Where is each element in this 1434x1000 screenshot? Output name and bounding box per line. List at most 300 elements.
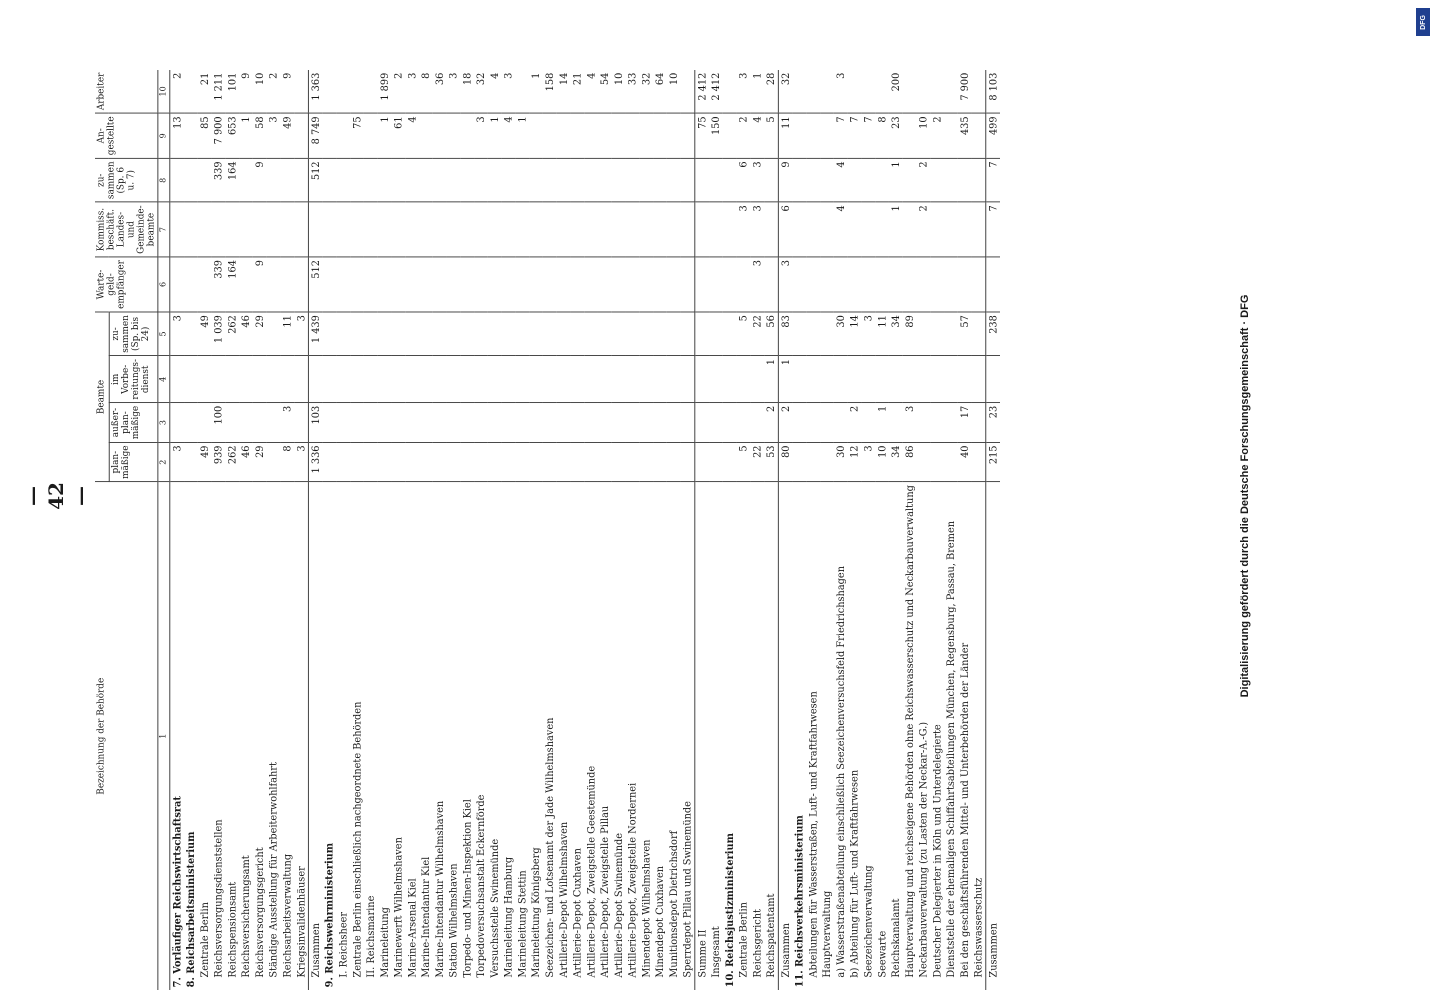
cell-c9: 1 <box>488 113 502 158</box>
cell-c3 <box>170 403 184 443</box>
table-body <box>170 70 1000 990</box>
cell-c9 <box>681 113 695 158</box>
cell-c10: 4 <box>584 70 598 113</box>
cell-c6 <box>378 257 392 312</box>
cell-c5 <box>378 312 392 356</box>
cell-c4 <box>584 356 598 403</box>
cell-c10: 8 103 <box>986 70 1000 113</box>
cell-c7 <box>308 202 322 257</box>
cell-c10: 2 <box>267 70 281 113</box>
cell-c2: 3 <box>861 442 875 482</box>
cell-c7: 7 <box>986 202 1000 257</box>
cell-c8: 7 <box>986 158 1000 202</box>
cell-c5: 56 <box>764 312 778 356</box>
cell-c8 <box>474 158 488 202</box>
table-row <box>626 70 640 990</box>
cell-c7: 3 <box>737 202 751 257</box>
cell-c3 <box>405 403 419 443</box>
cell-c8: 3 <box>750 158 764 202</box>
cell-c5 <box>612 312 626 356</box>
cell-c8 <box>793 158 807 202</box>
cell-c5 <box>695 312 709 356</box>
authority-name: Reichsversorgungsdienststellen <box>212 819 225 978</box>
cell-c5 <box>626 312 640 356</box>
cell-c5: 1 039 <box>212 312 226 356</box>
cell-c10: 3 <box>737 70 751 113</box>
cell-c8 <box>972 158 986 202</box>
cell-c2 <box>488 442 502 482</box>
cell-c3 <box>598 403 612 443</box>
authority-name: 7. Vorläufiger Reichswirtschaftsrat <box>171 796 184 988</box>
cell-c2 <box>806 442 820 482</box>
cell-c6 <box>557 257 571 312</box>
cell-c4 <box>861 356 875 403</box>
cell-c4 <box>681 356 695 403</box>
authority-name: Bei den geschäftsführenden Mittel- und Unterbehörden der Länder <box>958 642 971 978</box>
table-row <box>433 70 447 990</box>
cell-c6 <box>198 257 212 312</box>
cell-c9 <box>903 113 917 158</box>
cell-c10: 1 <box>750 70 764 113</box>
cell-c10: 101 <box>225 70 239 113</box>
authority-name: Torpedo- und Minen-Inspektion Kiel <box>461 799 474 978</box>
cell-c3 <box>695 403 709 443</box>
table-row <box>667 70 681 990</box>
cell-c3 <box>750 403 764 443</box>
authority-name: Marinewerft Wilhelmshaven <box>392 837 405 978</box>
cell-c5 <box>681 312 695 356</box>
cell-c9: 61 <box>391 113 405 158</box>
cell-c8 <box>515 158 529 202</box>
cell-c4 <box>695 356 709 403</box>
authority-name: Zentrale Berlin <box>198 902 211 978</box>
cell-c4 <box>806 356 820 403</box>
cell-c5: 29 <box>253 312 267 356</box>
cell-c8 <box>323 158 337 202</box>
authority-name: Hauptverwaltung und reichseigene Behörden ohne Reichswasserschutz und Neckarbauverwaltung <box>903 485 916 978</box>
cell-c7 <box>198 202 212 257</box>
cell-c2 <box>323 442 337 482</box>
cell-c8 <box>447 158 461 202</box>
cell-c7 <box>903 202 917 257</box>
cell-c2 <box>350 442 364 482</box>
cell-c2: 1 336 <box>308 442 322 482</box>
table-row <box>515 70 529 990</box>
cell-c4 <box>709 356 723 403</box>
table-row <box>502 70 516 990</box>
cell-c2: 30 <box>834 442 848 482</box>
cell-c3 <box>364 403 378 443</box>
cell-c2 <box>793 442 807 482</box>
cell-c6 <box>667 257 681 312</box>
cell-c10: 21 <box>570 70 584 113</box>
cell-c10 <box>972 70 986 113</box>
table-row <box>695 70 709 990</box>
cell-c10: 36 <box>433 70 447 113</box>
cell-c2 <box>460 442 474 482</box>
cell-c10: 2 412 <box>709 70 723 113</box>
cell-c10: 10 <box>612 70 626 113</box>
cell-c9: 1 <box>378 113 392 158</box>
cell-c9: 75 <box>350 113 364 158</box>
cell-c7 <box>405 202 419 257</box>
cell-c10 <box>184 70 198 113</box>
cell-c5 <box>667 312 681 356</box>
cell-c10: 3 <box>405 70 419 113</box>
authority-name: 11. Reichsverkehrsministerium <box>793 815 806 988</box>
cell-c9 <box>557 113 571 158</box>
cell-c5 <box>419 312 433 356</box>
cell-c7 <box>515 202 529 257</box>
authority-name: Reichspensionsamt <box>226 881 239 978</box>
cell-c7: 3 <box>750 202 764 257</box>
cell-c9: 13 <box>170 113 184 158</box>
cell-c6 <box>280 257 294 312</box>
cell-c3 <box>806 403 820 443</box>
cell-c9: 1 <box>239 113 253 158</box>
column-number-row <box>158 70 170 990</box>
cell-c8: 6 <box>737 158 751 202</box>
cell-c9: 7 900 <box>212 113 226 158</box>
column-number: 10 <box>158 70 170 113</box>
cell-c5 <box>916 312 930 356</box>
cell-c6 <box>916 257 930 312</box>
cell-c3: 3 <box>903 403 917 443</box>
cell-c6 <box>903 257 917 312</box>
cell-c10: 14 <box>557 70 571 113</box>
authority-name: Summe II <box>695 482 709 990</box>
cell-c3 <box>378 403 392 443</box>
authority-name: Reichskanalamt <box>889 898 902 978</box>
table-row <box>764 70 778 990</box>
cell-c10 <box>861 70 875 113</box>
cell-c8: 1 <box>889 158 903 202</box>
cell-c7 <box>350 202 364 257</box>
cell-c5 <box>488 312 502 356</box>
cell-c8 <box>612 158 626 202</box>
cell-c3 <box>294 403 308 443</box>
cell-c7 <box>681 202 695 257</box>
cell-c6 <box>793 257 807 312</box>
cell-c4: 1 <box>778 356 792 403</box>
cell-c8 <box>502 158 516 202</box>
cell-c7 <box>764 202 778 257</box>
cell-c6 <box>515 257 529 312</box>
cell-c3 <box>460 403 474 443</box>
cell-c3 <box>488 403 502 443</box>
cell-c3 <box>889 403 903 443</box>
cell-c2 <box>433 442 447 482</box>
cell-c8 <box>584 158 598 202</box>
cell-c7 <box>267 202 281 257</box>
cell-c4 <box>972 356 986 403</box>
cell-c7 <box>875 202 889 257</box>
digitization-credit: Digitalisierung gefördert durch die Deutsche Forschungsgemeinschaft · DFG <box>1239 294 1251 698</box>
cell-c2: 3 <box>170 442 184 482</box>
cell-c7 <box>584 202 598 257</box>
table-row <box>903 70 917 990</box>
header-col5: zu-sammen (Sp. bis 24) <box>109 312 158 356</box>
table-row <box>612 70 626 990</box>
cell-c3 <box>584 403 598 443</box>
cell-c2 <box>584 442 598 482</box>
cell-c5 <box>639 312 653 356</box>
cell-c10 <box>364 70 378 113</box>
cell-c4 <box>958 356 972 403</box>
authority-name: I. Reichsheer <box>337 911 350 978</box>
table-row <box>323 70 337 990</box>
cell-c10 <box>930 70 944 113</box>
cell-c4 <box>433 356 447 403</box>
cell-c8 <box>557 158 571 202</box>
cell-c7 <box>639 202 653 257</box>
cell-c9 <box>543 113 557 158</box>
authority-name: Seezeichenverwaltung <box>862 865 875 978</box>
cell-c2: 29 <box>253 442 267 482</box>
cell-c2: 10 <box>875 442 889 482</box>
header-col3: außer-plan-mäßige <box>109 403 158 443</box>
cell-c5: 83 <box>778 312 792 356</box>
cell-c7 <box>598 202 612 257</box>
authority-name: Kriegsinvalidenhäuser <box>295 866 308 978</box>
cell-c6 <box>364 257 378 312</box>
cell-c7 <box>529 202 543 257</box>
cell-c7 <box>861 202 875 257</box>
cell-c7 <box>543 202 557 257</box>
cell-c7 <box>944 202 958 257</box>
cell-c8 <box>405 158 419 202</box>
cell-c4 <box>653 356 667 403</box>
table-row <box>681 70 695 990</box>
cell-c9 <box>626 113 640 158</box>
authority-name: Seewarte <box>876 930 889 978</box>
cell-c4 <box>723 356 737 403</box>
cell-c8 <box>944 158 958 202</box>
cell-c8 <box>543 158 557 202</box>
cell-c4 <box>612 356 626 403</box>
cell-c2: 53 <box>764 442 778 482</box>
cell-c5 <box>184 312 198 356</box>
cell-c3: 103 <box>308 403 322 443</box>
authority-name: Reichsversorgungsgericht <box>253 847 266 978</box>
cell-c7: 1 <box>889 202 903 257</box>
table-row <box>861 70 875 990</box>
cell-c5: 5 <box>737 312 751 356</box>
cell-c4 <box>364 356 378 403</box>
cell-c4 <box>267 356 281 403</box>
cell-c10: 9 <box>239 70 253 113</box>
cell-c3 <box>239 403 253 443</box>
table-row <box>294 70 308 990</box>
authority-name: Torpedoversuchsanstalt Eckernförde <box>474 794 487 978</box>
table-row <box>543 70 557 990</box>
cell-c6 <box>170 257 184 312</box>
cell-c2 <box>653 442 667 482</box>
cell-c6 <box>861 257 875 312</box>
cell-c5: 11 <box>280 312 294 356</box>
column-number: 9 <box>158 113 170 158</box>
cell-c8 <box>848 158 862 202</box>
cell-c3 <box>653 403 667 443</box>
cell-c8 <box>391 158 405 202</box>
cell-c3 <box>502 403 516 443</box>
cell-c7 <box>502 202 516 257</box>
cell-c3 <box>253 403 267 443</box>
cell-c9 <box>323 113 337 158</box>
authority-name: Abteilungen für Wasserstraßen, Luft- und Kraftfahrwesen <box>807 691 820 978</box>
cell-c2 <box>474 442 488 482</box>
cell-c10: 64 <box>653 70 667 113</box>
cell-c7 <box>820 202 834 257</box>
cell-c4 <box>212 356 226 403</box>
cell-c9: 8 <box>875 113 889 158</box>
cell-c7 <box>419 202 433 257</box>
cell-c7 <box>225 202 239 257</box>
column-number: 3 <box>158 403 170 443</box>
cell-c3: 17 <box>958 403 972 443</box>
cell-c3: 23 <box>986 403 1000 443</box>
cell-c9: 5 <box>764 113 778 158</box>
cell-c9 <box>723 113 737 158</box>
cell-c8 <box>653 158 667 202</box>
cell-c9: 4 <box>502 113 516 158</box>
column-number: 2 <box>158 442 170 482</box>
cell-c3 <box>447 403 461 443</box>
cell-c3 <box>723 403 737 443</box>
cell-c6 <box>653 257 667 312</box>
cell-c4 <box>667 356 681 403</box>
cell-c8 <box>709 158 723 202</box>
cell-c5 <box>323 312 337 356</box>
cell-c8 <box>695 158 709 202</box>
table-row <box>170 70 184 990</box>
cell-c9 <box>570 113 584 158</box>
cell-c4 <box>308 356 322 403</box>
authority-name: 9. Reichswehrministerium <box>323 842 336 988</box>
cell-c4 <box>225 356 239 403</box>
cell-c7 <box>433 202 447 257</box>
column-number: 5 <box>158 312 170 356</box>
cell-c10 <box>336 70 350 113</box>
cell-c8 <box>488 158 502 202</box>
cell-c5: 49 <box>198 312 212 356</box>
cell-c9: 7 <box>861 113 875 158</box>
cell-c2 <box>447 442 461 482</box>
cell-c5: 238 <box>986 312 1000 356</box>
cell-c8 <box>861 158 875 202</box>
cell-c7 <box>667 202 681 257</box>
cell-c2 <box>267 442 281 482</box>
cell-c10: 3 <box>834 70 848 113</box>
cell-c3 <box>350 403 364 443</box>
cell-c9: 1 <box>515 113 529 158</box>
authority-name: Seezeichen- und Lotsenamt der Jade Wilhelmshaven <box>543 717 556 978</box>
cell-c9 <box>336 113 350 158</box>
cell-c2: 262 <box>225 442 239 482</box>
table-row <box>889 70 903 990</box>
authority-name: Minendepot Wilhelmshaven <box>640 839 653 978</box>
cell-c6 <box>820 257 834 312</box>
cell-c6 <box>598 257 612 312</box>
cell-c9: 435 <box>958 113 972 158</box>
cell-c9 <box>806 113 820 158</box>
cell-c4 <box>793 356 807 403</box>
cell-c2: 3 <box>294 442 308 482</box>
cell-c7 <box>972 202 986 257</box>
cell-c9 <box>433 113 447 158</box>
cell-c8: 9 <box>778 158 792 202</box>
cell-c10: 2 <box>170 70 184 113</box>
cell-c4 <box>750 356 764 403</box>
cell-c5 <box>543 312 557 356</box>
cell-c6 <box>930 257 944 312</box>
cell-c6 <box>323 257 337 312</box>
cell-c10 <box>681 70 695 113</box>
cell-c9 <box>447 113 461 158</box>
column-number: 1 <box>158 482 170 990</box>
table-row <box>793 70 807 990</box>
authority-name: Zusammen <box>986 482 1000 990</box>
table-row <box>737 70 751 990</box>
cell-c6 <box>447 257 461 312</box>
cell-c2: 22 <box>750 442 764 482</box>
cell-c4 <box>447 356 461 403</box>
cell-c3 <box>267 403 281 443</box>
cell-c6 <box>737 257 751 312</box>
authority-name: 10. Reichsjustizministerium <box>723 833 736 988</box>
column-number: 4 <box>158 356 170 403</box>
cell-c9: 8 749 <box>308 113 322 158</box>
cell-c2: 939 <box>212 442 226 482</box>
cell-c9: 150 <box>709 113 723 158</box>
cell-c3 <box>793 403 807 443</box>
cell-c3 <box>557 403 571 443</box>
table-row <box>447 70 461 990</box>
cell-c2: 34 <box>889 442 903 482</box>
table-row <box>488 70 502 990</box>
cell-c9 <box>419 113 433 158</box>
authority-name: 8. Reichsarbeitsministerium <box>184 831 197 988</box>
cell-c7 <box>848 202 862 257</box>
cell-c10 <box>323 70 337 113</box>
cell-c9: 10 <box>916 113 930 158</box>
cell-c10: 1 363 <box>308 70 322 113</box>
column-number: 6 <box>158 257 170 312</box>
cell-c9 <box>584 113 598 158</box>
table-row <box>834 70 848 990</box>
cell-c8 <box>280 158 294 202</box>
cell-c3 <box>225 403 239 443</box>
cell-c8 <box>764 158 778 202</box>
cell-c4 <box>529 356 543 403</box>
table-row <box>598 70 612 990</box>
cell-c6 <box>433 257 447 312</box>
cell-c4 <box>378 356 392 403</box>
cell-c3 <box>639 403 653 443</box>
table-row <box>848 70 862 990</box>
cell-c7 <box>378 202 392 257</box>
cell-c7 <box>253 202 267 257</box>
cell-c6 <box>834 257 848 312</box>
header-col1: Bezeichnung der Behörde <box>95 482 158 990</box>
authority-name: Station Wilhelmshaven <box>447 863 460 978</box>
cell-c7 <box>695 202 709 257</box>
cell-c3 <box>916 403 930 443</box>
cell-c7 <box>460 202 474 257</box>
cell-c2 <box>944 442 958 482</box>
authority-name: Zusammen <box>778 482 792 990</box>
authority-name: Minendepot Cuxhaven <box>653 865 666 978</box>
